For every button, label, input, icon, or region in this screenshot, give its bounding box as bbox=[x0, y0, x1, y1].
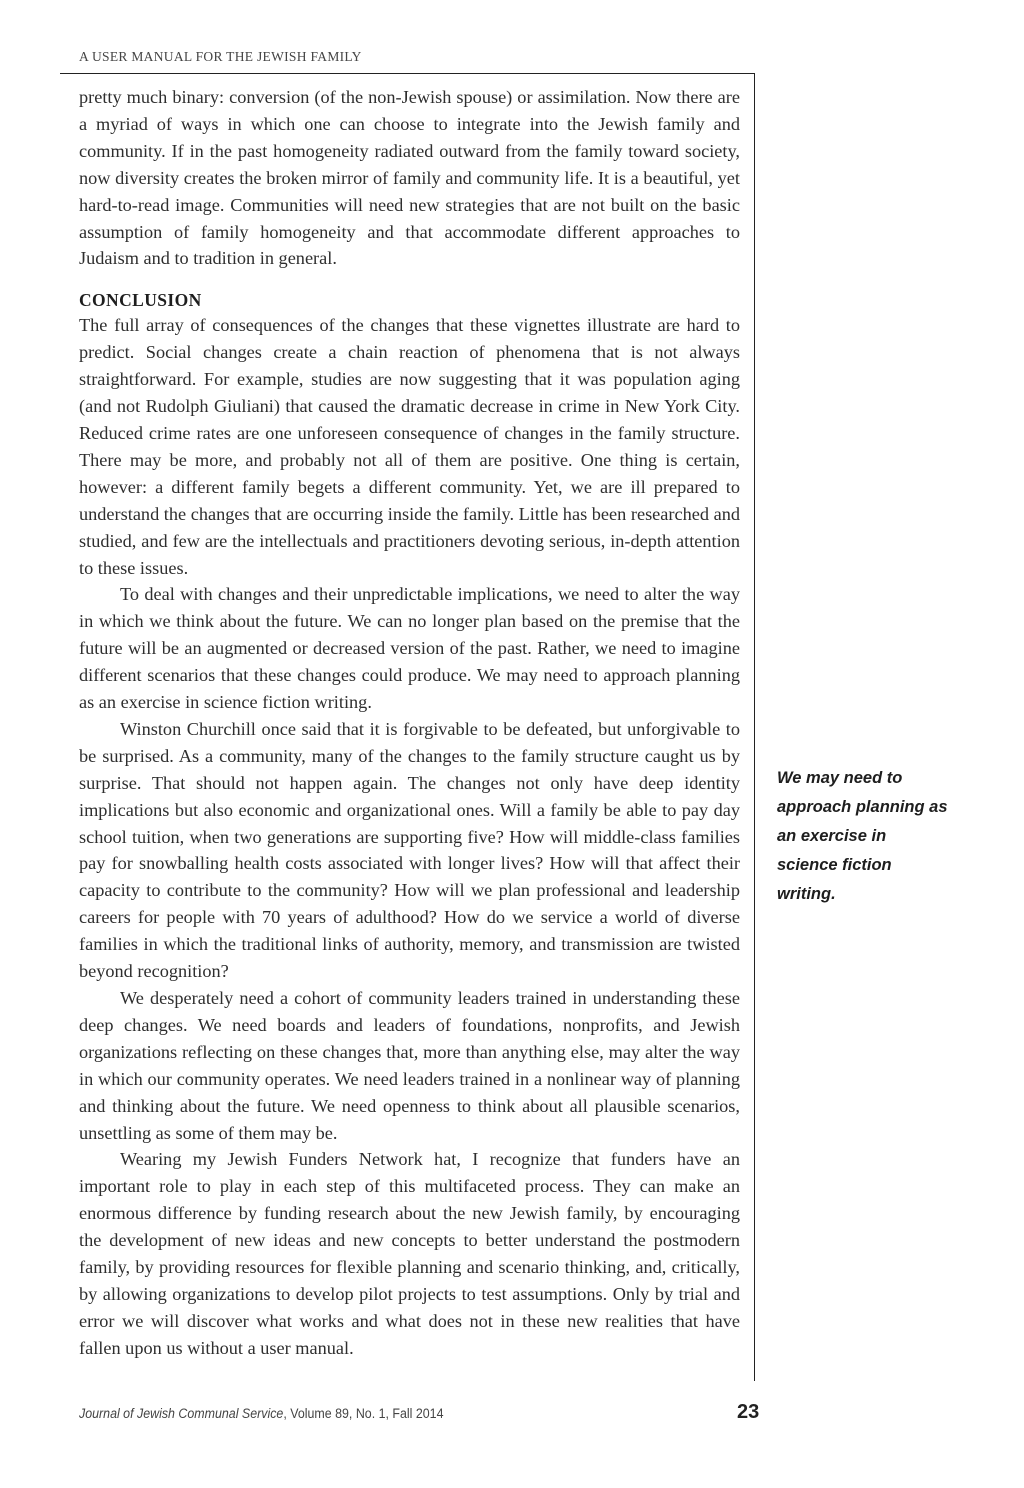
journal-issue: , Volume 89, No. 1, Fall 2014 bbox=[283, 1406, 444, 1421]
page-number: 23 bbox=[737, 1401, 760, 1423]
main-text-column bbox=[79, 84, 740, 1362]
column-rule bbox=[754, 73, 755, 1381]
footer-citation bbox=[79, 1406, 444, 1421]
pullquote: We may need to approach planning as an exercise in science fiction writing. bbox=[777, 769, 948, 903]
running-head: A USER MANUAL FOR THE JEWISH FAMILY bbox=[79, 49, 362, 64]
body-paragraph: To deal with changes and their unpredictable implications, we need to alter the way in which we think about the future. We can no longer plan based on the premise that the future will be an augmented or decreased version of the past. Rather, we need to imagine different scenarios that these changes could produce. We may need to approach planning as an exercise in science fiction writing. bbox=[79, 584, 740, 713]
body-paragraph: Wearing my Jewish Funders Network hat, I recognize that funders have an important role to play in each step of this multifaceted process. They can make an enormous difference by funding research about the new Jewish family, by encouraging the development of new ideas and new concepts to better understand the postmodern family, by providing resources for flexible planning and scenario thinking, and, critically, by allowing organizations to develop pilot projects to test assumptions. Only by trial and error we will discover what works and what does not in these new realities that have fallen upon us without a user manual. bbox=[79, 1149, 740, 1358]
header-rule bbox=[60, 73, 755, 74]
intro-paragraph: pretty much binary: conversion (of the non-Jewish spouse) or assimilation. Now there are a myriad of ways in which one can choose to integrate into the Jewish family and community. If in the past homogeneity radiated outward from the family toward society, now diversity creates the broken mirror of family and community life. It is a beautiful, yet hard-to-read image. Communities will need new strategies that are not built on the basic assumption of family homogeneity and that accommodate different approaches to Judaism and to tradition in general. bbox=[79, 87, 740, 269]
body-paragraph: The full array of consequences of the changes that these vignettes illustrate are hard to predict. Social changes create a chain reaction of phenomena that is not always straightforward. For example, studies are now suggesting that it was population aging (and not Rudolph Giuliani) that caused the dramatic decrease in crime in New York City. Reduced crime rates are one unforeseen consequence of changes in the family structure. There may be more, and probably not all of them are positive. One thing is certain, however: a different family begets a different community. Yet, we are ill prepared to understand the changes that are occurring inside the family. Little has been researched and studied, and few are the intellectuals and practitioners devoting serious, in-depth attention to these issues. bbox=[79, 315, 740, 578]
section-heading: CONCLUSION bbox=[79, 290, 202, 311]
body-paragraph: We desperately need a cohort of community leaders trained in understanding these deep changes. We need boards and leaders of foundations, nonprofits, and Jewish organizations reflecting on these changes that, more than anything else, may alter the way in which our community operates. We need leaders trained in a nonlinear way of planning and thinking about the future. We need openness to think about all plausible scenarios, unsettling as some of them may be. bbox=[79, 988, 740, 1143]
body-paragraph: Winston Churchill once said that it is forgivable to be defeated, but unforgivable to be surprised. As a community, many of the changes to the family structure caught us by surprise. That should not happen again. The changes not only have deep identity implications but also economic and organizational ones. Will a family be able to pay day school tuition, when two generations are supporting five? How will middle-class families pay for snowballing health costs associated with longer lives? How will that affect their capacity to contribute to the community? How will we plan professional and leadership careers for people with 70 years of adulthood? How do we service a world of diverse families in which the traditional links of authority, memory, and transmission are twisted beyond recognition? bbox=[79, 718, 740, 982]
journal-title: Journal of Jewish Communal Service bbox=[79, 1406, 284, 1421]
